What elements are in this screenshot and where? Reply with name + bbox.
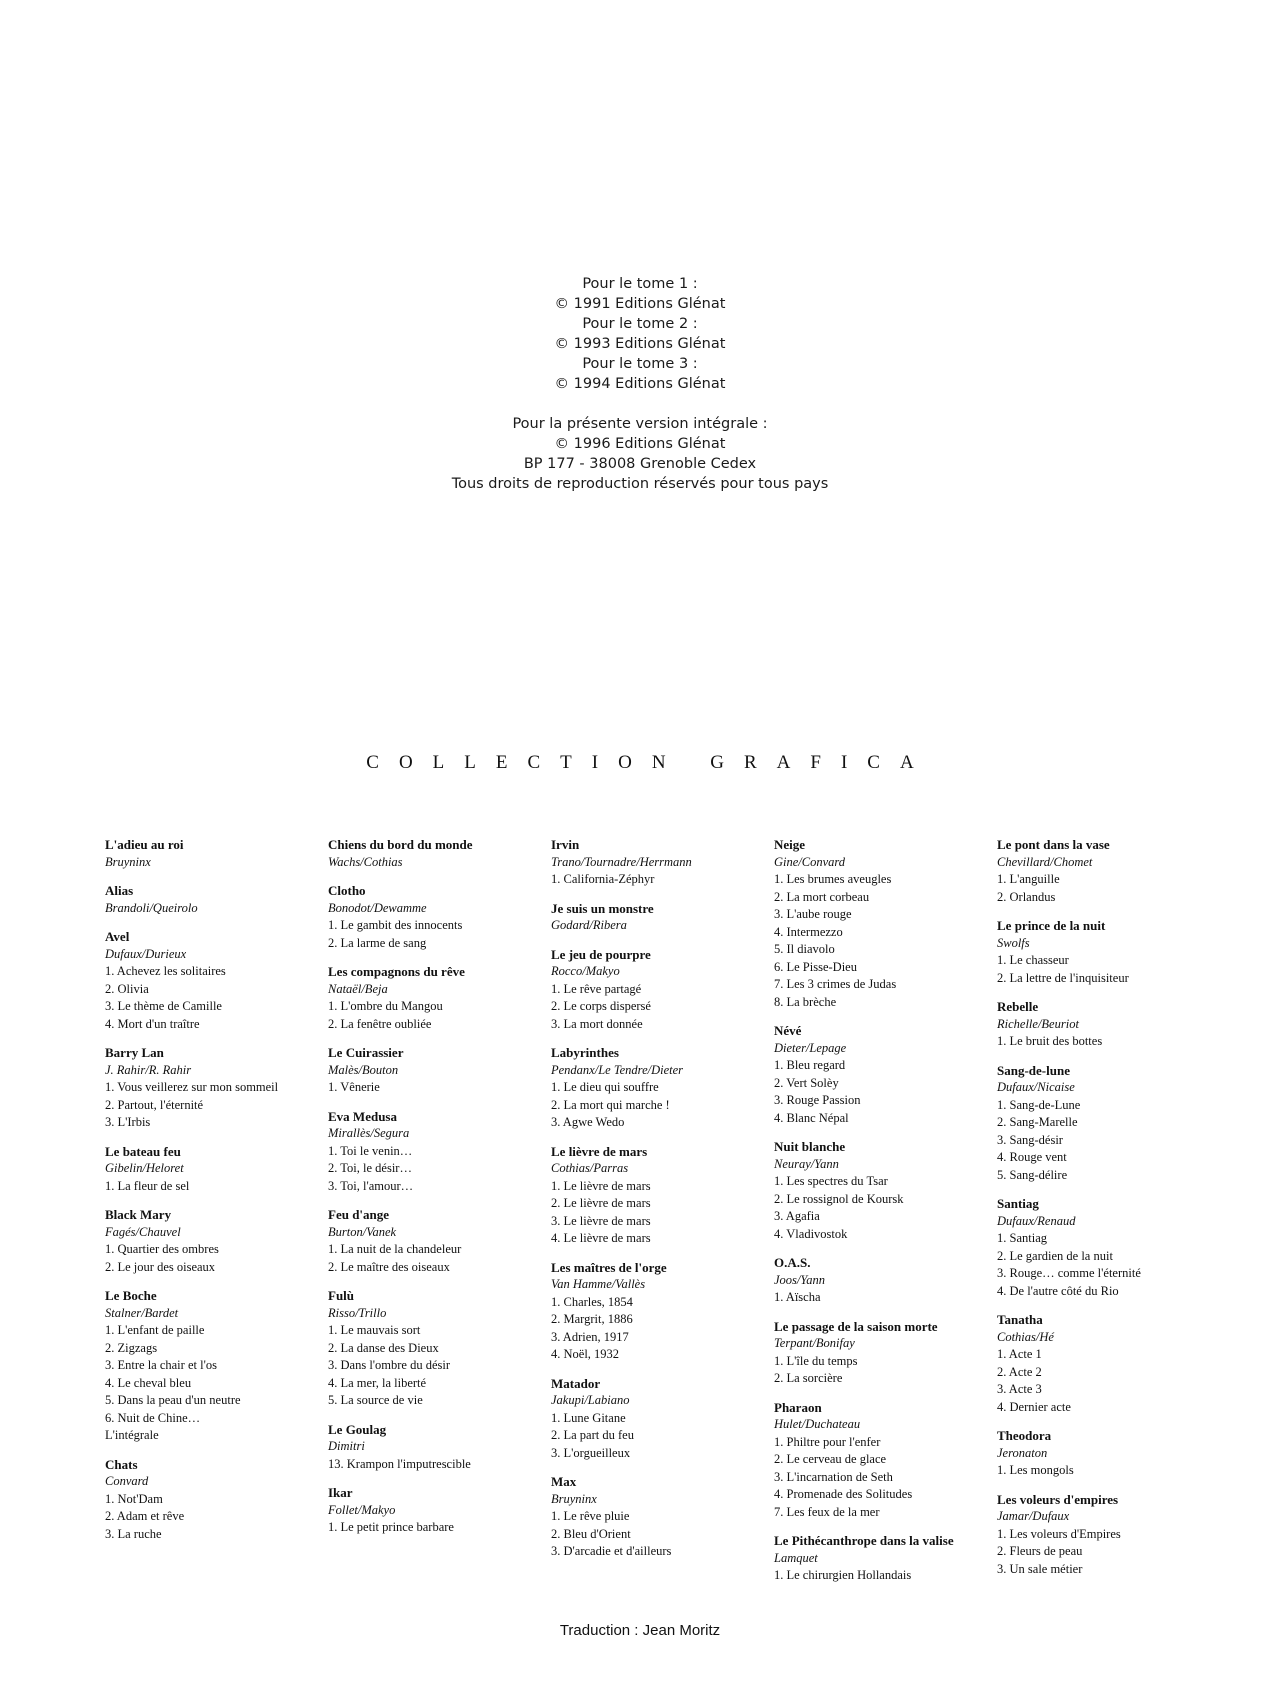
volume-item: 1. Toi le venin… bbox=[328, 1143, 413, 1158]
series-entry bbox=[105, 1456, 315, 1544]
series-authors: Follet/Makyo bbox=[328, 1502, 396, 1517]
series-authors: Bonodot/Dewamme bbox=[328, 900, 427, 915]
series-title: Le Pithécanthrope dans la valise bbox=[774, 1533, 954, 1548]
series-authors: Gibelin/Heloret bbox=[105, 1161, 184, 1175]
series-authors: Van Hamme/Vallès bbox=[551, 1277, 646, 1291]
volume-item: 7. Les feux de la mer bbox=[774, 1504, 880, 1519]
volume-item: 1. La fleur de sel bbox=[105, 1178, 190, 1193]
collection-title: COLLECTION GRAFICA bbox=[366, 752, 934, 773]
series-authors: Jakupi/Labiano bbox=[551, 1393, 630, 1407]
series-entry bbox=[774, 1318, 984, 1388]
series-title: Barry Lan bbox=[105, 1045, 164, 1060]
series-title: Tanatha bbox=[997, 1312, 1043, 1327]
series-title: Ikar bbox=[328, 1485, 353, 1500]
series-title: Neige bbox=[774, 837, 806, 852]
series-authors: Hulet/Duchateau bbox=[774, 1417, 861, 1431]
series-entry bbox=[997, 917, 1207, 987]
volume-item: 3. Agwe Wedo bbox=[551, 1115, 625, 1129]
series-entry bbox=[551, 1473, 761, 1561]
volume-item: 1. Le chirurgien Hollandais bbox=[774, 1568, 912, 1582]
series-entry bbox=[551, 1375, 761, 1463]
series-entry bbox=[551, 900, 761, 935]
series-authors: Dimitri bbox=[328, 1439, 365, 1453]
series-title: Eva Medusa bbox=[328, 1108, 397, 1124]
volume-item: 1. Not'Dam bbox=[105, 1491, 163, 1506]
series-entry bbox=[105, 1143, 315, 1196]
volume-item: 1. L'ombre du Mangou bbox=[328, 999, 443, 1013]
series-authors: Chevillard/Chomet bbox=[997, 854, 1093, 869]
volume-item: 1. Le petit prince barbare bbox=[328, 1520, 454, 1534]
series-entry bbox=[997, 1427, 1207, 1480]
volume-item: 3. Dans l'ombre du désir bbox=[328, 1358, 451, 1372]
series-entry bbox=[105, 1287, 315, 1445]
volume-item: 1. Lune Gitane bbox=[551, 1410, 626, 1425]
volume-item: 2. La mort corbeau bbox=[774, 889, 870, 904]
series-authors: Fagés/Chauvel bbox=[105, 1224, 181, 1239]
series-entry bbox=[328, 836, 538, 871]
copyright-line: © 1994 Editions Glénat bbox=[554, 376, 726, 392]
series-title: Matador bbox=[551, 1375, 601, 1391]
series-title: Alias bbox=[105, 883, 134, 898]
volume-item: 2. Sang-Marelle bbox=[997, 1115, 1078, 1129]
series-title: Le lièvre de mars bbox=[551, 1143, 648, 1159]
series-entry bbox=[774, 1022, 984, 1127]
copyright-line: BP 177 - 38008 Grenoble Cedex bbox=[523, 456, 757, 472]
series-entry bbox=[774, 1532, 984, 1585]
volume-item: 1. Les spectres du Tsar bbox=[774, 1174, 888, 1188]
volume-item: 4. Le lièvre de mars bbox=[551, 1231, 651, 1245]
volume-item: 2. Le rossignol de Koursk bbox=[774, 1191, 904, 1206]
volume-item: 1. Les brumes aveugles bbox=[774, 872, 892, 886]
series-authors: Gine/Convard bbox=[774, 854, 846, 869]
volume-item: 3. Toi, l'amour… bbox=[328, 1178, 414, 1193]
series-title: Black Mary bbox=[105, 1207, 172, 1222]
series-entry bbox=[328, 1484, 538, 1537]
series-entry bbox=[551, 1044, 761, 1132]
series-entry bbox=[774, 1138, 984, 1243]
series-title: Irvin bbox=[551, 837, 580, 852]
series-authors: Malès/Bouton bbox=[328, 1062, 399, 1077]
volume-item: 2. La mort qui marche ! bbox=[551, 1097, 670, 1112]
volume-item: 3. Rouge… comme l'éternité bbox=[997, 1266, 1141, 1280]
series-entry bbox=[328, 1421, 538, 1474]
series-authors: Bruyninx bbox=[105, 854, 151, 869]
volume-item: 2. Fleurs de peau bbox=[997, 1544, 1083, 1558]
volume-item: 2. La fenêtre oubliée bbox=[328, 1016, 432, 1031]
series-authors: Rocco/Makyo bbox=[551, 964, 620, 978]
volume-item: 5. Sang-délire bbox=[997, 1167, 1068, 1182]
volume-item: 4. Blanc Népal bbox=[774, 1110, 849, 1125]
volume-item: 1. Le chasseur bbox=[997, 953, 1069, 967]
series-title: Le Cuirassier bbox=[328, 1045, 404, 1060]
volume-item: 7. Les 3 crimes de Judas bbox=[774, 977, 897, 991]
series-authors: Neuray/Yann bbox=[774, 1156, 839, 1171]
volume-item: 2. La lettre de l'inquisiteur bbox=[997, 970, 1129, 985]
series-entry bbox=[328, 1206, 538, 1276]
series-authors: Terpant/Bonifay bbox=[774, 1336, 855, 1350]
series-entry bbox=[328, 963, 538, 1033]
series-title: Labyrinthes bbox=[551, 1045, 619, 1060]
volume-item: 4. Dernier acte bbox=[997, 1399, 1071, 1414]
series-authors: Bruyninx bbox=[551, 1491, 597, 1506]
volume-item: 3. Acte 3 bbox=[997, 1382, 1042, 1396]
volume-item: 1. Le dieu qui souffre bbox=[551, 1080, 659, 1094]
series-entry bbox=[774, 836, 984, 1011]
series-entry bbox=[105, 1044, 315, 1132]
volume-item: 4. Promenade des Solitudes bbox=[774, 1487, 913, 1501]
series-authors: Joos/Yann bbox=[774, 1272, 825, 1287]
series-title: Feu d'ange bbox=[328, 1207, 390, 1222]
volume-item: 4. Noël, 1932 bbox=[551, 1347, 620, 1361]
volume-item: 2. Bleu d'Orient bbox=[551, 1526, 631, 1541]
copyright-line: Tous droits de reproduction réservés pour tous pays bbox=[451, 476, 829, 492]
series-title: Theodora bbox=[997, 1428, 1052, 1443]
catalog-column bbox=[551, 836, 761, 1572]
series-title: Le prince de la nuit bbox=[997, 918, 1106, 933]
volume-item: 2. Acte 2 bbox=[997, 1364, 1042, 1379]
series-entry bbox=[328, 1044, 538, 1097]
volume-item: 4. De l'autre côté du Rio bbox=[997, 1283, 1119, 1298]
volume-item: 3. Adrien, 1917 bbox=[551, 1329, 629, 1344]
catalog-column bbox=[997, 836, 1207, 1589]
series-authors: Wachs/Cothias bbox=[328, 854, 403, 869]
series-title: Sang-de-lune bbox=[997, 1062, 1070, 1078]
series-entry bbox=[774, 1254, 984, 1307]
volume-item: 4. Mort d'un traître bbox=[105, 1016, 200, 1031]
copyright-line: Pour la présente version intégrale : bbox=[512, 416, 768, 432]
series-authors: Swolfs bbox=[997, 935, 1030, 950]
series-title: Le Boche bbox=[105, 1288, 157, 1303]
volume-item: 5. Il diavolo bbox=[774, 942, 835, 956]
series-title: Le Goulag bbox=[328, 1421, 387, 1437]
copyright-line: Pour le tome 1 : bbox=[582, 276, 698, 292]
volume-item: 6. Le Pisse-Dieu bbox=[774, 959, 857, 974]
series-authors: Jeronaton bbox=[997, 1445, 1048, 1460]
series-entry bbox=[997, 1311, 1207, 1416]
volume-item: 1. Les mongols bbox=[997, 1463, 1074, 1477]
volume-item: 1. Philtre pour l'enfer bbox=[774, 1434, 881, 1449]
volume-item: 2. La danse des Dieux bbox=[328, 1340, 439, 1355]
series-title: Max bbox=[551, 1474, 577, 1489]
volume-item: 2. Partout, l'éternité bbox=[105, 1097, 204, 1112]
volume-item: 2. Le cerveau de glace bbox=[774, 1452, 887, 1466]
series-title: Nuit blanche bbox=[774, 1139, 846, 1154]
series-authors: Risso/Trillo bbox=[328, 1305, 387, 1320]
volume-item: 3. Rouge Passion bbox=[774, 1093, 861, 1107]
volume-item: 5. Dans la peau d'un neutre bbox=[105, 1393, 241, 1407]
catalog-column bbox=[328, 836, 538, 1548]
series-entry bbox=[551, 1259, 761, 1364]
series-entry bbox=[551, 1143, 761, 1248]
volume-item: 3. L'aube rouge bbox=[774, 907, 852, 921]
volume-item: 1. Aïscha bbox=[774, 1290, 821, 1304]
series-entry bbox=[105, 882, 315, 917]
series-title: Avel bbox=[105, 929, 130, 944]
series-title: Le bateau feu bbox=[105, 1143, 181, 1159]
series-authors: Dufaux/Renaud bbox=[997, 1213, 1076, 1228]
volume-item: 1. L'île du temps bbox=[774, 1353, 858, 1368]
series-authors: Dufaux/Durieux bbox=[105, 946, 187, 961]
volume-item: 1. Achevez les solitaires bbox=[105, 964, 226, 978]
volume-item: 3. D'arcadie et d'ailleurs bbox=[551, 1544, 672, 1558]
volume-item: 1. Charles, 1854 bbox=[551, 1294, 633, 1309]
volume-item: 1. Le mauvais sort bbox=[328, 1323, 421, 1337]
series-authors: Brandoli/Queirolo bbox=[105, 900, 198, 915]
series-entry bbox=[328, 1108, 538, 1196]
series-entry bbox=[997, 1195, 1207, 1300]
series-entry bbox=[328, 882, 538, 952]
series-title: Le pont dans la vase bbox=[997, 837, 1110, 852]
series-authors: Burton/Vanek bbox=[328, 1224, 397, 1239]
volume-item: 1. Le lièvre de mars bbox=[551, 1178, 651, 1193]
series-title: Clotho bbox=[328, 883, 366, 898]
volume-item: 13. Krampon l'imputrescible bbox=[328, 1456, 471, 1471]
series-entry bbox=[997, 1491, 1207, 1579]
series-entry bbox=[997, 1062, 1207, 1185]
series-authors: Trano/Tournadre/Herrmann bbox=[551, 854, 692, 869]
volume-item: 3. La mort donnée bbox=[551, 1016, 643, 1031]
volume-item: 2. Le maître des oiseaux bbox=[328, 1259, 450, 1274]
series-entry bbox=[997, 836, 1207, 906]
volume-item: 1. Quartier des ombres bbox=[105, 1242, 219, 1256]
volume-item: 2. Zigzags bbox=[105, 1340, 158, 1355]
copyright-line: Pour le tome 2 : bbox=[582, 316, 698, 332]
catalog-column bbox=[774, 836, 984, 1596]
volume-item: 4. Rouge vent bbox=[997, 1150, 1067, 1164]
volume-item: 4. Le cheval bleu bbox=[105, 1375, 192, 1390]
volume-item: 3. Agafia bbox=[774, 1209, 820, 1223]
volume-item: 1. Vênerie bbox=[328, 1080, 380, 1094]
volume-item: L'intégrale bbox=[105, 1428, 159, 1442]
series-title: Pharaon bbox=[774, 1399, 822, 1415]
series-authors: Nataël/Beja bbox=[328, 981, 388, 996]
volume-item: 2. La sorcière bbox=[774, 1371, 843, 1385]
series-title: L'adieu au roi bbox=[105, 837, 184, 852]
volume-item: 1. California-Zéphyr bbox=[551, 872, 655, 886]
volume-item: 1. Le rêve partagé bbox=[551, 981, 642, 996]
volume-item: 1. La nuit de la chandeleur bbox=[328, 1242, 462, 1256]
volume-item: 2. La larme de sang bbox=[328, 935, 427, 950]
series-authors: Dieter/Lepage bbox=[774, 1040, 847, 1055]
series-title: Fulù bbox=[328, 1288, 355, 1303]
volume-item: 1. Le rêve pluie bbox=[551, 1509, 630, 1523]
volume-item: 2. Olivia bbox=[105, 981, 149, 996]
series-title: Rebelle bbox=[997, 999, 1039, 1014]
series-entry bbox=[105, 1206, 315, 1276]
series-entry bbox=[774, 1399, 984, 1522]
volume-item: 2. Le corps dispersé bbox=[551, 999, 651, 1013]
volume-item: 4. La mer, la liberté bbox=[328, 1375, 427, 1390]
volume-item: 1. Santiag bbox=[997, 1231, 1047, 1245]
volume-item: 1. Sang-de-Lune bbox=[997, 1097, 1081, 1112]
series-authors: Mirallès/Segura bbox=[328, 1126, 410, 1140]
catalog-column bbox=[105, 836, 315, 1554]
series-authors: J. Rahir/R. Rahir bbox=[105, 1062, 192, 1077]
volume-item: 2. Orlandus bbox=[997, 889, 1056, 904]
copyright-spacer bbox=[0, 394, 1280, 414]
series-title: Chats bbox=[105, 1456, 138, 1472]
volume-item: 3. L'Irbis bbox=[105, 1115, 151, 1129]
volume-item: 2. Le lièvre de mars bbox=[551, 1196, 651, 1210]
series-authors: Richelle/Beuriot bbox=[997, 1016, 1079, 1031]
copyright-line: © 1993 Editions Glénat bbox=[554, 336, 726, 352]
volume-item: 1. Le bruit des bottes bbox=[997, 1034, 1103, 1048]
volume-item: 1. L'enfant de paille bbox=[105, 1323, 205, 1337]
volume-item: 2. Le gardien de la nuit bbox=[997, 1248, 1113, 1263]
volume-item: 1. Les voleurs d'Empires bbox=[997, 1526, 1121, 1541]
volume-item: 1. Acte 1 bbox=[997, 1347, 1042, 1361]
series-authors: Godard/Ribera bbox=[551, 918, 627, 932]
volume-item: 3. Le thème de Camille bbox=[105, 999, 222, 1013]
volume-item: 1. L'anguille bbox=[997, 872, 1060, 886]
series-entry bbox=[105, 928, 315, 1033]
series-entry bbox=[997, 998, 1207, 1051]
series-authors: Cothias/Parras bbox=[551, 1161, 629, 1175]
series-authors: Pendanx/Le Tendre/Dieter bbox=[551, 1062, 684, 1077]
volume-item: 3. Sang-désir bbox=[997, 1132, 1063, 1147]
series-authors: Lamquet bbox=[774, 1550, 818, 1565]
volume-item: 2. Le jour des oiseaux bbox=[105, 1259, 216, 1274]
volume-item: 3. L'incarnation de Seth bbox=[774, 1469, 893, 1484]
series-entry bbox=[105, 836, 315, 871]
series-entry bbox=[328, 1287, 538, 1410]
series-authors: Convard bbox=[105, 1474, 149, 1488]
series-entry bbox=[551, 836, 761, 889]
copyright-block bbox=[0, 274, 1280, 494]
series-title: Les maîtres de l'orge bbox=[551, 1259, 667, 1275]
copyright-line: Pour le tome 3 : bbox=[582, 356, 698, 372]
series-authors: Jamar/Dufaux bbox=[997, 1509, 1070, 1523]
volume-item: 1. Bleu regard bbox=[774, 1058, 846, 1072]
volume-item: 5. La source de vie bbox=[328, 1393, 423, 1407]
volume-item: 8. La brèche bbox=[774, 994, 837, 1009]
series-authors: Cothias/Hé bbox=[997, 1329, 1054, 1344]
copyright-line: © 1991 Editions Glénat bbox=[554, 296, 726, 312]
series-entry bbox=[551, 946, 761, 1034]
series-title: O.A.S. bbox=[774, 1255, 811, 1270]
series-title: Les compagnons du rêve bbox=[328, 964, 465, 979]
volume-item: 1. Vous veillerez sur mon sommeil bbox=[105, 1080, 279, 1094]
series-title: Santiag bbox=[997, 1196, 1039, 1211]
volume-item: 3. Entre la chair et l'os bbox=[105, 1358, 217, 1372]
translation-credit: Traduction : Jean Moritz bbox=[559, 1622, 721, 1639]
volume-item: 2. Adam et rêve bbox=[105, 1509, 185, 1523]
volume-item: 1. Le gambit des innocents bbox=[328, 918, 463, 932]
copyright-line: © 1996 Editions Glénat bbox=[554, 436, 726, 452]
series-title: Chiens du bord du monde bbox=[328, 837, 473, 852]
volume-item: 2. La part du feu bbox=[551, 1428, 634, 1442]
volume-item: 6. Nuit de Chine… bbox=[105, 1410, 201, 1425]
series-title: Je suis un monstre bbox=[551, 900, 654, 916]
volume-item: 2. Vert Solèy bbox=[774, 1075, 839, 1090]
series-authors: Stalner/Bardet bbox=[105, 1305, 179, 1320]
volume-item: 4. Vladivostok bbox=[774, 1226, 848, 1241]
series-authors: Dufaux/Nicaise bbox=[997, 1080, 1075, 1094]
volume-item: 3. L'orgueilleux bbox=[551, 1445, 631, 1460]
volume-item: 3. Un sale métier bbox=[997, 1561, 1083, 1576]
series-title: Le jeu de pourpre bbox=[551, 946, 651, 962]
volume-item: 4. Intermezzo bbox=[774, 924, 843, 939]
series-title: Névé bbox=[774, 1023, 802, 1038]
series-title: Les voleurs d'empires bbox=[997, 1491, 1119, 1507]
series-title: Le passage de la saison morte bbox=[774, 1318, 938, 1334]
volume-item: 2. Margrit, 1886 bbox=[551, 1312, 633, 1326]
volume-item: 3. Le lièvre de mars bbox=[551, 1213, 651, 1228]
volume-item: 3. La ruche bbox=[105, 1526, 162, 1541]
volume-item: 2. Toi, le désir… bbox=[328, 1161, 412, 1175]
